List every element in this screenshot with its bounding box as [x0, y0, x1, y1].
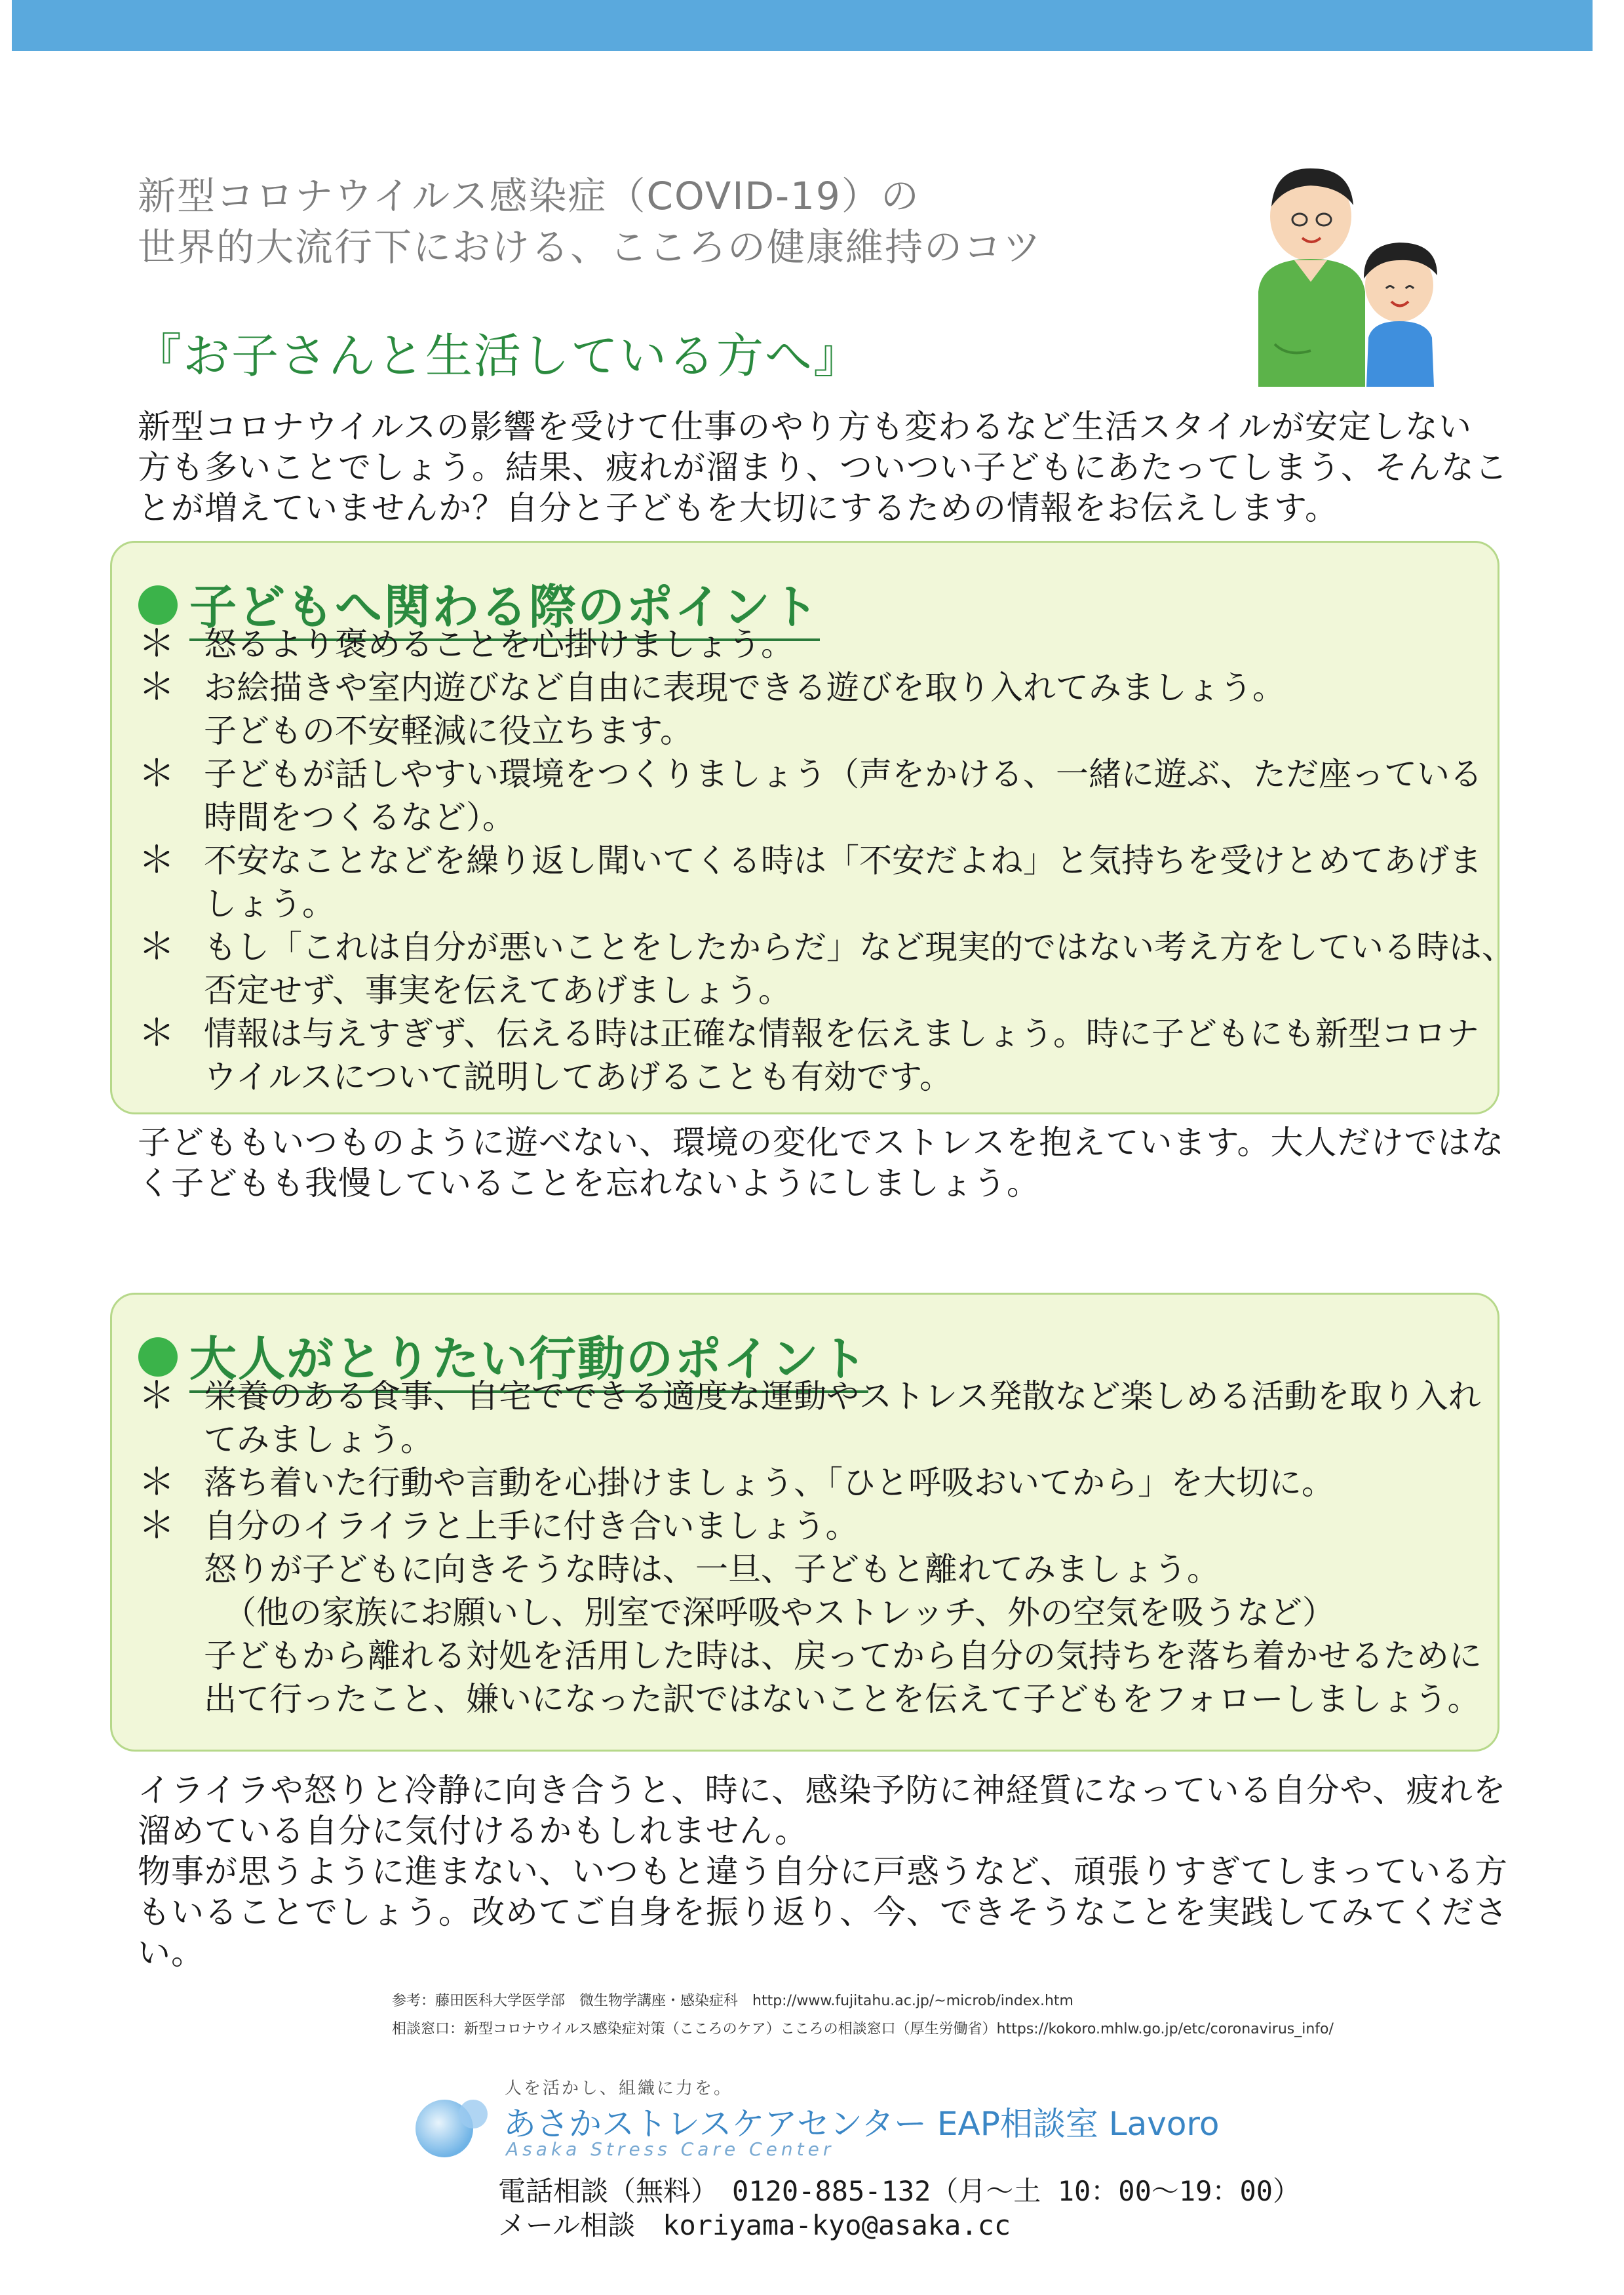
item-text: （他の家族にお願いし、別室で深呼吸やストレッチ、外の空気を吸うなど）	[223, 1594, 1335, 1632]
org-tagline: 人を活かし、組織に力を。	[505, 2079, 733, 2098]
intro-line: とが増えていませんか？自分と子どもを大切にするための情報をお伝えします。	[138, 489, 1338, 527]
item-text: 子どもの不安軽減に役立ちます。	[204, 712, 693, 750]
document-title-line2: 世界的大流行下における、こころの健康維持のコツ	[138, 225, 1043, 269]
closing-line: 物事が思うように進まない、いつもと違う自分に戸惑うなど、頑張りすぎてしまっている方	[138, 1853, 1508, 1891]
asaka-logo-icon	[413, 2094, 492, 2160]
item-text: 怒りが子どもに向きそうな時は、一旦、子どもと離れてみましょう。	[204, 1550, 1220, 1588]
item-text: 不安なことなどを繰り返し聞いてくる時は「不安だよね」と気持ちを受けとめてあげま	[204, 842, 1482, 880]
item-text: 情報は与えすぎず、伝える時は正確な情報を伝えましょう。時に子どもにも新型コロナ	[204, 1015, 1479, 1053]
mail-consultation: メール相談 koriyama-kyo@asaka.cc	[498, 2209, 1011, 2241]
asterisk-icon: ＊	[138, 753, 175, 795]
intro-line: 新型コロナウイルスの影響を受けて仕事のやり方も変わるなど生活スタイルが安定しない	[138, 408, 1472, 446]
org-name: あさかストレスケアセンター EAP相談室 Lavoro	[503, 2105, 1220, 2143]
closing-line: イライラや怒りと冷静に向き合うと、時に、感染予防に神経質になっている自分や、疲れを	[138, 1771, 1507, 1809]
consultation-reference: 相談窓口：新型コロナウイルス感染症対策（こころのケア）こころの相談窓口（厚生労働省）https://kokoro.mhlw.go.jp/etc/coronavirus_info/	[392, 2021, 1334, 2037]
item-text: 否定せず、事実を伝えてあげましょう。	[204, 971, 791, 1010]
item-text: てみましょう。	[204, 1421, 433, 1459]
item-text: 子どもから離れる対処を活用した時は、戻ってから自分の気持ちを落ち着かせるために	[204, 1637, 1482, 1675]
item-text: もし「これは自分が悪いことをしたからだ」など現実的ではない考え方をしている時は、	[204, 928, 1515, 966]
children-summary-paragraph	[138, 1122, 1505, 1204]
asterisk-icon: ＊	[138, 926, 175, 968]
closing-line: 溜めている自分に気付けるかもしれません。	[138, 1812, 808, 1850]
reference-source: 参考：藤田医科大学医学部 微生物学講座・感染症科 http://www.fujitahu.ac.jp/~microb/index.htm	[392, 1993, 1073, 2009]
green-bullet-icon	[138, 1337, 178, 1377]
closing-line: い。	[138, 1934, 204, 1972]
parent-child-illustration	[1248, 161, 1465, 387]
phone-consultation: 電話相談（無料） 0120-885-132（月～土 10：00～19：00）	[498, 2175, 1301, 2207]
closing-paragraph	[138, 1770, 1508, 1973]
section-title: 子どもへ関わる際のポイント	[189, 569, 820, 641]
intro-paragraph	[138, 406, 1508, 528]
green-bullet-icon	[138, 585, 178, 625]
asterisk-icon: ＊	[138, 1375, 175, 1417]
audience-subtitle: 『お子さんと生活している方へ』	[134, 328, 862, 383]
closing-line: もいることでしょう。改めてご自身を振り返り、今、できそうなことを実践してみてくださ	[138, 1893, 1508, 1931]
asterisk-icon: ＊	[138, 1461, 175, 1504]
item-text: 出て行ったこと、嫌いになった訳ではないことを伝えて子どもをフォローしましょう。	[204, 1680, 1480, 1718]
asterisk-icon: ＊	[138, 1012, 175, 1055]
summary-line: 子どももいつものように遊べない、環境の変化でストレスを抱えています。大人だけではな	[138, 1124, 1505, 1162]
section-title: 大人がとりたい行動のポイント	[189, 1321, 868, 1393]
asterisk-icon: ＊	[138, 623, 175, 665]
adult-points-box	[110, 1293, 1499, 1752]
summary-line: く子どもも我慢していることを忘れないようにしましょう。	[138, 1164, 1040, 1202]
asterisk-icon: ＊	[138, 1504, 175, 1547]
item-text: しょう。	[204, 885, 335, 923]
item-text: 時間をつくるなど）。	[204, 798, 515, 836]
org-name-english: Asaka Stress Care Center	[506, 2138, 835, 2160]
item-text: 子どもが話しやすい環境をつくりましょう（声をかける、一緒に遊ぶ、ただ座っている	[204, 755, 1482, 793]
item-text: 怒るより褒めることを心掛けましょう。	[204, 625, 794, 663]
item-text: ウイルスについて説明してあげることも有効です。	[204, 1058, 952, 1096]
item-text: 栄養のある食事、自宅でできる適度な運動やストレス発散など楽しめる活動を取り入れ	[204, 1377, 1481, 1415]
children-points-box	[110, 541, 1515, 1114]
document-title-line1: 新型コロナウイルス感染症（COVID-19）の	[138, 174, 920, 218]
item-text: 自分のイライラと上手に付き合いましょう。	[204, 1507, 859, 1545]
item-text: 落ち着いた行動や言動を心掛けましょう、「ひと呼吸おいてから」を大切に。	[204, 1464, 1334, 1502]
asterisk-icon: ＊	[138, 839, 175, 882]
item-text: お絵描きや室内遊びなど自由に表現できる遊びを取り入れてみましょう。	[204, 669, 1285, 707]
top-color-bar	[12, 0, 1593, 51]
intro-line: 方も多いことでしょう。結果、疲れが溜まり、ついつい子どもにあたってしまう、そんなこ	[138, 448, 1508, 486]
asterisk-icon: ＊	[138, 666, 175, 709]
